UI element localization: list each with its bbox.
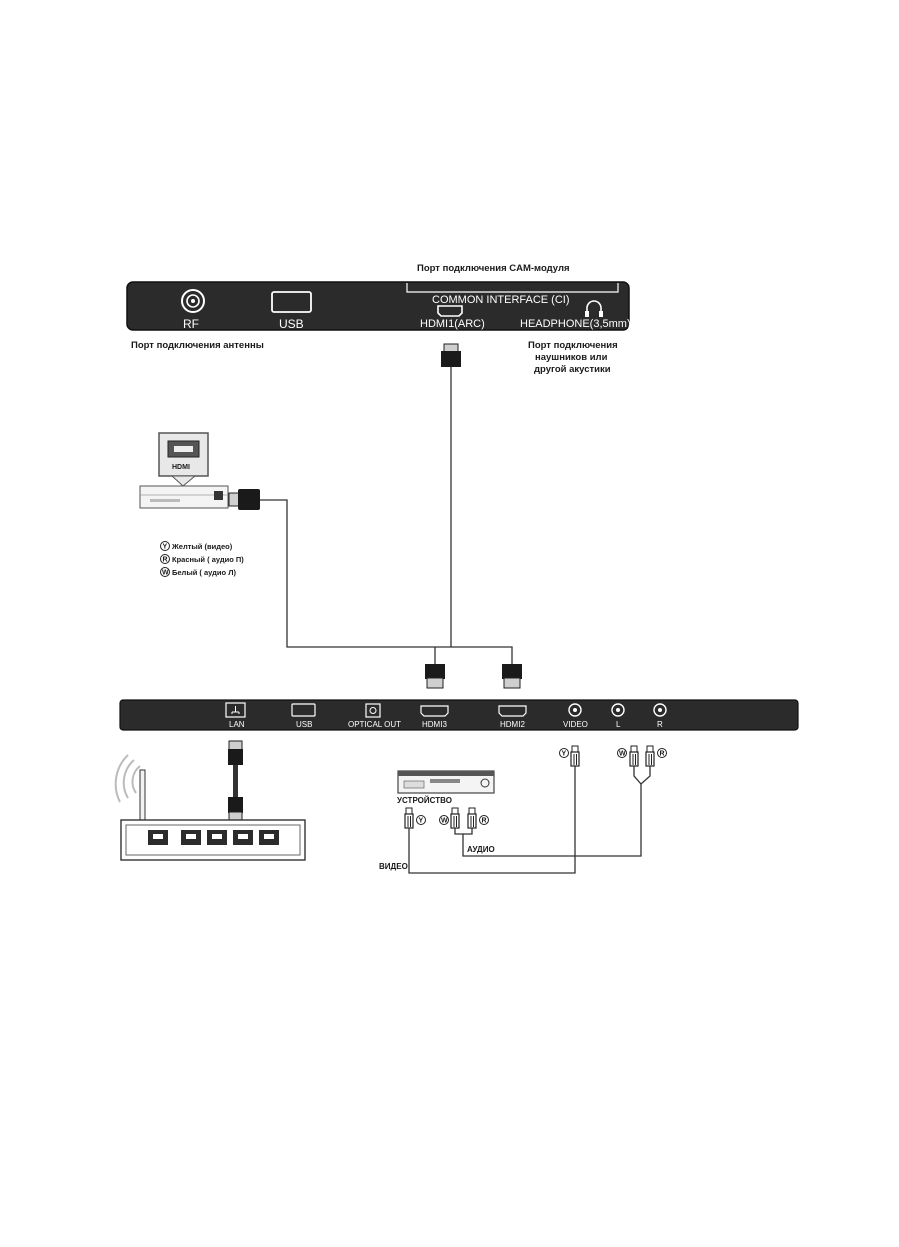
legend-white: Белый ( аудио Л)	[172, 568, 236, 577]
rf-label: RF	[183, 317, 199, 331]
av-device-label: УСТРОЙСТВО	[397, 796, 452, 805]
tv-audio-l-plug	[630, 746, 638, 766]
router-ports	[148, 830, 279, 845]
device-audio-r-plug	[468, 808, 476, 828]
legend-symbol-r: R	[162, 556, 168, 564]
tv-audio-r-plug	[646, 746, 654, 766]
device-video-plug	[405, 808, 413, 828]
ci-label: COMMON INTERFACE (CI)	[432, 294, 570, 306]
optical-label: OPTICAL OUT	[348, 720, 402, 729]
legend-symbol-y: Y	[162, 543, 168, 551]
legend-yellow: Желтый (видео)	[172, 542, 233, 551]
video-caption: ВИДЕО	[379, 862, 408, 871]
hdmi1-cable-plug	[441, 344, 461, 367]
audio-r-label: R	[657, 720, 663, 729]
color-legend	[161, 542, 245, 578]
audio-caption: АУДИО	[467, 845, 495, 854]
top-panel	[127, 282, 631, 331]
device-w-symbol: W	[441, 817, 448, 825]
audio-l-label: L	[616, 720, 621, 729]
bottom-usb-label: USB	[296, 720, 313, 729]
lan-cable	[228, 741, 243, 821]
tv-w-symbol: W	[619, 750, 626, 758]
headphone-caption-2: наушников или	[535, 352, 608, 363]
hdmi-device	[140, 433, 228, 508]
device-y-symbol: Y	[418, 817, 424, 825]
hdmi1-label: HDMI1(ARC)	[420, 318, 485, 330]
video-label: VIDEO	[563, 720, 588, 729]
cam-caption: Порт подключения CAM-модуля	[417, 263, 570, 274]
hdmi2-plug	[502, 664, 522, 688]
headphone-caption-1: Порт подключения	[528, 340, 618, 351]
hdmi2-label: HDMI2	[500, 720, 525, 729]
hdmi3-plug	[425, 664, 445, 688]
top-usb-label: USB	[279, 317, 304, 331]
av-device	[398, 771, 494, 793]
legend-red: Красный ( аудио П)	[172, 555, 244, 564]
hdmi3-label: HDMI3	[422, 720, 447, 729]
hdmi-device-plug	[229, 489, 260, 510]
lan-label: LAN	[229, 720, 245, 729]
device-r-symbol: R	[481, 817, 487, 825]
antenna-caption: Порт подключения антенны	[131, 340, 264, 351]
router	[116, 755, 305, 860]
bottom-panel	[120, 700, 798, 730]
device-audio-l-plug	[451, 808, 459, 828]
tv-y-symbol: Y	[561, 750, 567, 758]
tv-video-plug	[571, 746, 579, 766]
headphone-label: HEADPHONE(3,5mm)	[520, 318, 631, 330]
hdmi-device-label: HDMI	[172, 464, 190, 471]
legend-symbol-w: W	[162, 569, 169, 577]
headphone-caption-3: другой акустики	[534, 364, 611, 375]
hdmi-cables	[260, 367, 512, 664]
tv-r-symbol: R	[659, 750, 665, 758]
